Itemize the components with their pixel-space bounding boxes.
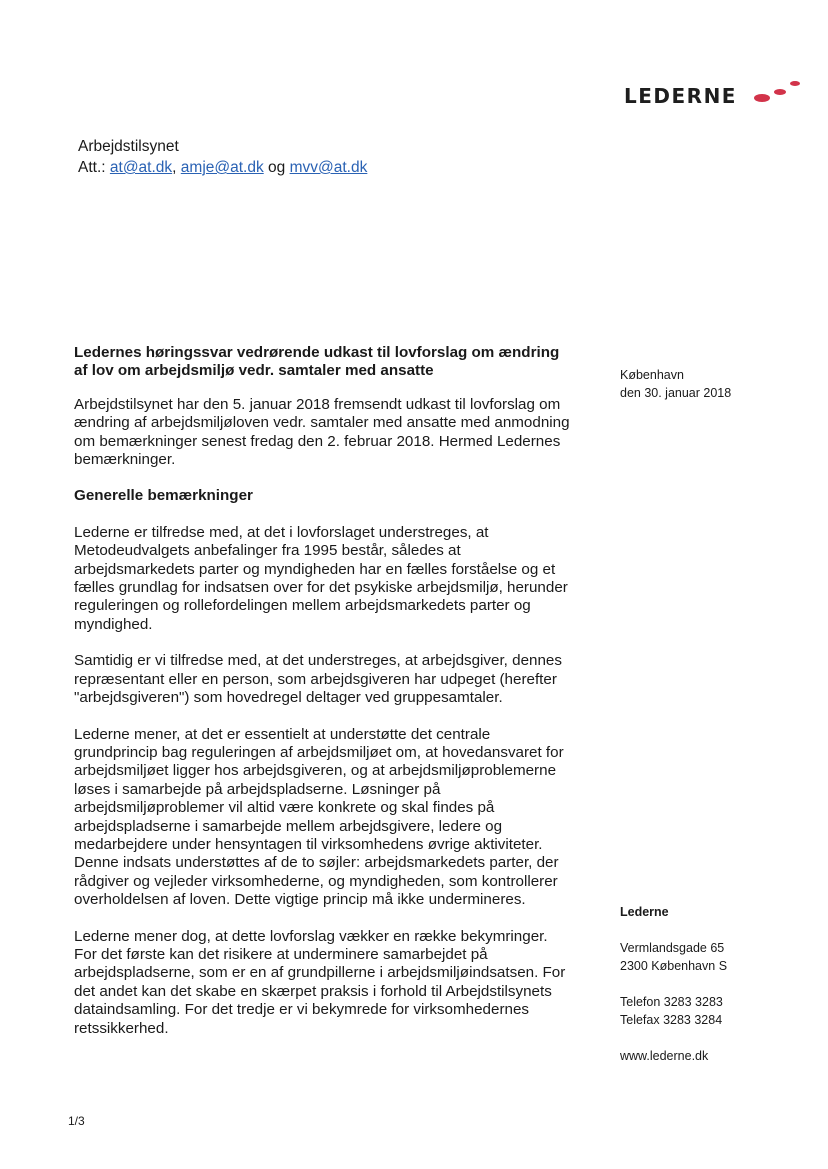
email-link-at[interactable]: at@at.dk — [109, 159, 173, 176]
date-block — [620, 366, 731, 402]
logo-dot — [754, 94, 770, 102]
sender-website[interactable]: www.lederne.dk — [620, 1049, 709, 1063]
logo-wordmark: LEDERNE — [624, 84, 737, 108]
section-heading: Generelle bemærkninger — [74, 487, 253, 505]
letter-body — [74, 344, 574, 1056]
body-paragraph: Lederne mener, at det er essentielt at understøtte det centrale grundprincip bag reguleringen af arbejdsmiljøet om, at hovedansvaret for arbejdsmiljøet ligger hos arbejdsgiveren, og at arbejdsmiljøproblemerne løses i samarbejde på arbejdspladserne. Løsninger på arbejdsmiljøproblemer vil altid være konkrete og skal findes på arbejdspladserne i samarbejde mellem arbejdsgivere, ledere og medarbejdere under hensyntagen til virksomhedens øvrige aktiviteter. Denne indsats understøttes af de to søjler: arbejdsmarkedets parter, der rådgiver og vejleder virksomhederne, og myndigheden, som kontrollerer overholdelsen af loven. Dette vigtige princip må ikke undermineres. — [74, 725, 564, 909]
logo-dot — [790, 81, 800, 86]
sender-street: Vermlandsgade 65 — [620, 941, 725, 955]
email-link-mvv[interactable]: mvv@at.dk — [289, 159, 368, 176]
sender-postal: 2300 København S — [620, 959, 728, 973]
att-label: Att.: — [78, 159, 106, 176]
sender-phone: Telefon 3283 3283 — [620, 995, 723, 1009]
letter-heading: Ledernes høringssvar vedrørende udkast til lovforslag om ændring af lov om arbejdsmiljø vedr. samtaler med ansatte — [74, 344, 560, 380]
lederne-logo — [624, 78, 804, 112]
sender-block — [620, 903, 727, 1065]
date: den 30. januar 2018 — [620, 386, 732, 400]
city: København — [620, 368, 684, 382]
logo-dot — [774, 89, 786, 95]
sender-org: Lederne — [620, 905, 669, 919]
separator: , — [172, 159, 177, 176]
recipient-block — [78, 136, 367, 178]
intro-paragraph: Arbejdstilsynet har den 5. januar 2018 fremsendt udkast til lovforslag om ændring af arbejdsmiljøloven vedr. samtaler med ansatte med anmodning om bemærkninger senest fredag den 2. februar 2018. Hermed Ledernes bemærkninger. — [74, 395, 570, 469]
page-number: 1/3 — [68, 1114, 85, 1128]
body-paragraph: Samtidig er vi tilfredse med, at det understreges, at arbejdsgiver, dennes repræsentant eller en person, som arbejdsgiveren har udpeget (herefter "arbejdsgiveren") som hovedregel deltager ved gruppesamtaler. — [74, 652, 562, 707]
body-paragraph: Lederne er tilfredse med, at det i lovforslaget understreges, at Metodeudvalgets anbefalinger fra 1995 består, således at arbejdsmarkedets parter og myndigheden har en fælles forståelse og et fælles grundlag for indsatsen over for det psykiske arbejdsmiljø, herunder reguleringen og rollefordelingen mellem arbejdsmarkedets parter og myndighed. — [74, 523, 568, 633]
sender-fax: Telefax 3283 3284 — [620, 1013, 723, 1027]
body-paragraph: Lederne mener dog, at dette lovforslag vækker en række bekymringer. For det første kan det risikere at underminere samarbejdet på arbejdspladserne, som er en af grundpillerne i arbejdsmiljøindsatsen. For det andet kan det skabe en skærpet praksis i forhold til Arbejdstilsynets dataindsamling. For det tredje er vi bekymrede for virksomhedernes retssikkerhed. — [74, 927, 566, 1037]
email-link-amje[interactable]: amje@at.dk — [180, 159, 264, 176]
recipient-name: Arbejdstilsynet — [78, 138, 179, 155]
conjunction: og — [268, 159, 286, 176]
recipient-att-line — [78, 157, 367, 178]
